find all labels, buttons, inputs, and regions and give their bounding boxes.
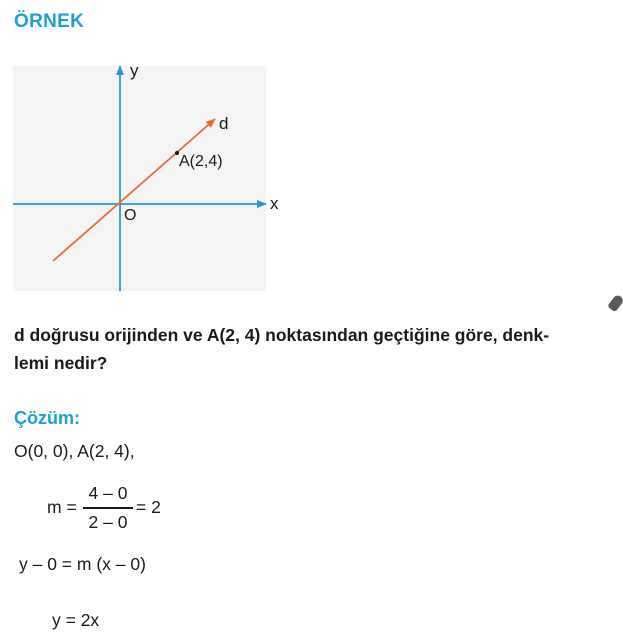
line-d-label: d	[219, 114, 229, 133]
line-d	[53, 119, 215, 261]
slope-denominator: 2 – 0	[88, 512, 128, 532]
point-a-label: A(2,4)	[179, 153, 223, 170]
question-line-1: d doğrusu orijinden ve A(2, 4) noktasından geçtiğine göre, denk-	[14, 325, 550, 345]
question-line-2: lemi nedir?	[14, 353, 108, 373]
given-points: O(0, 0), A(2, 4),	[14, 441, 135, 461]
x-axis-label: x	[270, 194, 279, 213]
final-equation: y = 2x	[52, 610, 100, 630]
origin-label: O	[124, 207, 137, 224]
y-axis-label: y	[130, 61, 139, 80]
slope-numerator: 4 – 0	[88, 483, 128, 503]
question-text	[14, 321, 619, 377]
slope-result: = 2	[136, 497, 161, 517]
point-slope-equation: y – 0 = m (x – 0)	[19, 554, 146, 574]
slope-prefix: m =	[47, 497, 77, 517]
fraction-bar	[83, 507, 133, 509]
solution-title: Çözüm:	[14, 408, 80, 428]
example-heading: ÖRNEK	[14, 11, 85, 32]
